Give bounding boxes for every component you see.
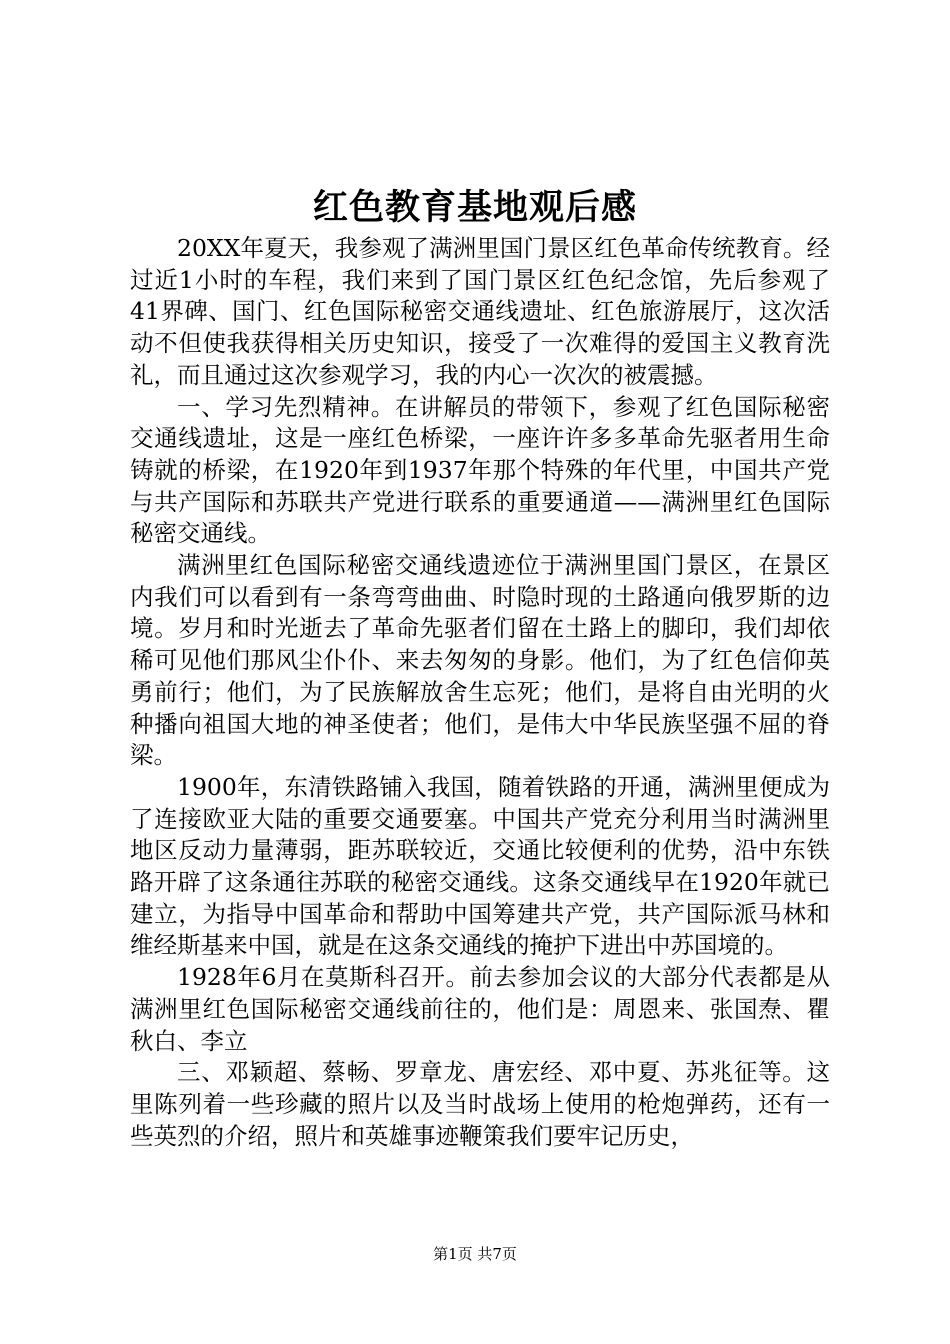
paragraph-1: 20XX年夏天，我参观了满洲里国门景区红色革命传统教育。经过近1小时的车程，我们来到了国门景区红色纪念馆，先后参观了41界碑、国门、红色国际秘密交通线遗址、红色旅游展厅，这次活动不但使我获得相关历史知识，接受了一次难得的爱国主义教育洗礼，而且通过这次参观学习，我的内心一次次的被震撼。	[130, 234, 830, 389]
page-footer: 第1页 共7页	[433, 1245, 517, 1263]
paragraph-6: 三、邓颖超、蔡畅、罗章龙、唐宏经、邓中夏、苏兆征等。这里陈列着一些珍藏的照片以及当时战场上使用的枪炮弹药，还有一些英烈的介绍，照片和英雄事迹鞭策我们要牢记历史，	[130, 1058, 830, 1150]
paragraph-2: 一、学习先烈精神。在讲解员的带领下，参观了红色国际秘密交通线遗址，这是一座红色桥梁，一座许许多多革命先驱者用生命铸就的桥梁，在1920年到1937年那个特殊的年代里，中国共产党与共产国际和苏联共产党进行联系的重要通道——满洲里红色国际秘密交通线。	[130, 392, 830, 548]
paragraph-5: 1928年6月在莫斯科召开。前去参加会议的大部分代表都是从满洲里红色国际秘密交通线前往的，他们是：周恩来、张国焘、瞿秋白、李立	[130, 963, 830, 1055]
paragraph-3: 满洲里红色国际秘密交通线遗迹位于满洲里国门景区，在景区内我们可以看到有一条弯弯曲曲、时隐时现的土路通向俄罗斯的边境。岁月和时光逝去了革命先驱者们留在土路上的脚印，我们却依稀可见他们那风尘仆仆、来去匆匆的身影。他们，为了红色信仰英勇前行；他们，为了民族解放舍生忘死；他们，是将自由光明的火种播向祖国大地的神圣使者；他们，是伟大中华民族坚强不屈的脊梁。	[130, 551, 830, 770]
document-title: 红色教育基地观后感	[312, 187, 637, 228]
document-body	[130, 233, 830, 1152]
paragraph-4: 1900年，东清铁路铺入我国，随着铁路的开通，满洲里便成为了连接欧亚大陆的重要交通要塞。中国共产党充分利用当时满洲里地区反动力量薄弱，距苏联较近，交通比较便利的优势，沿中东铁路开辟了这条通往苏联的秘密交通线。这条交通线早在1920年就已建立，为指导中国革命和帮助中国筹建共产党，共产国际派马林和维经斯基来中国，就是在这条交通线的掩护下进出中苏国境的。	[130, 772, 830, 960]
